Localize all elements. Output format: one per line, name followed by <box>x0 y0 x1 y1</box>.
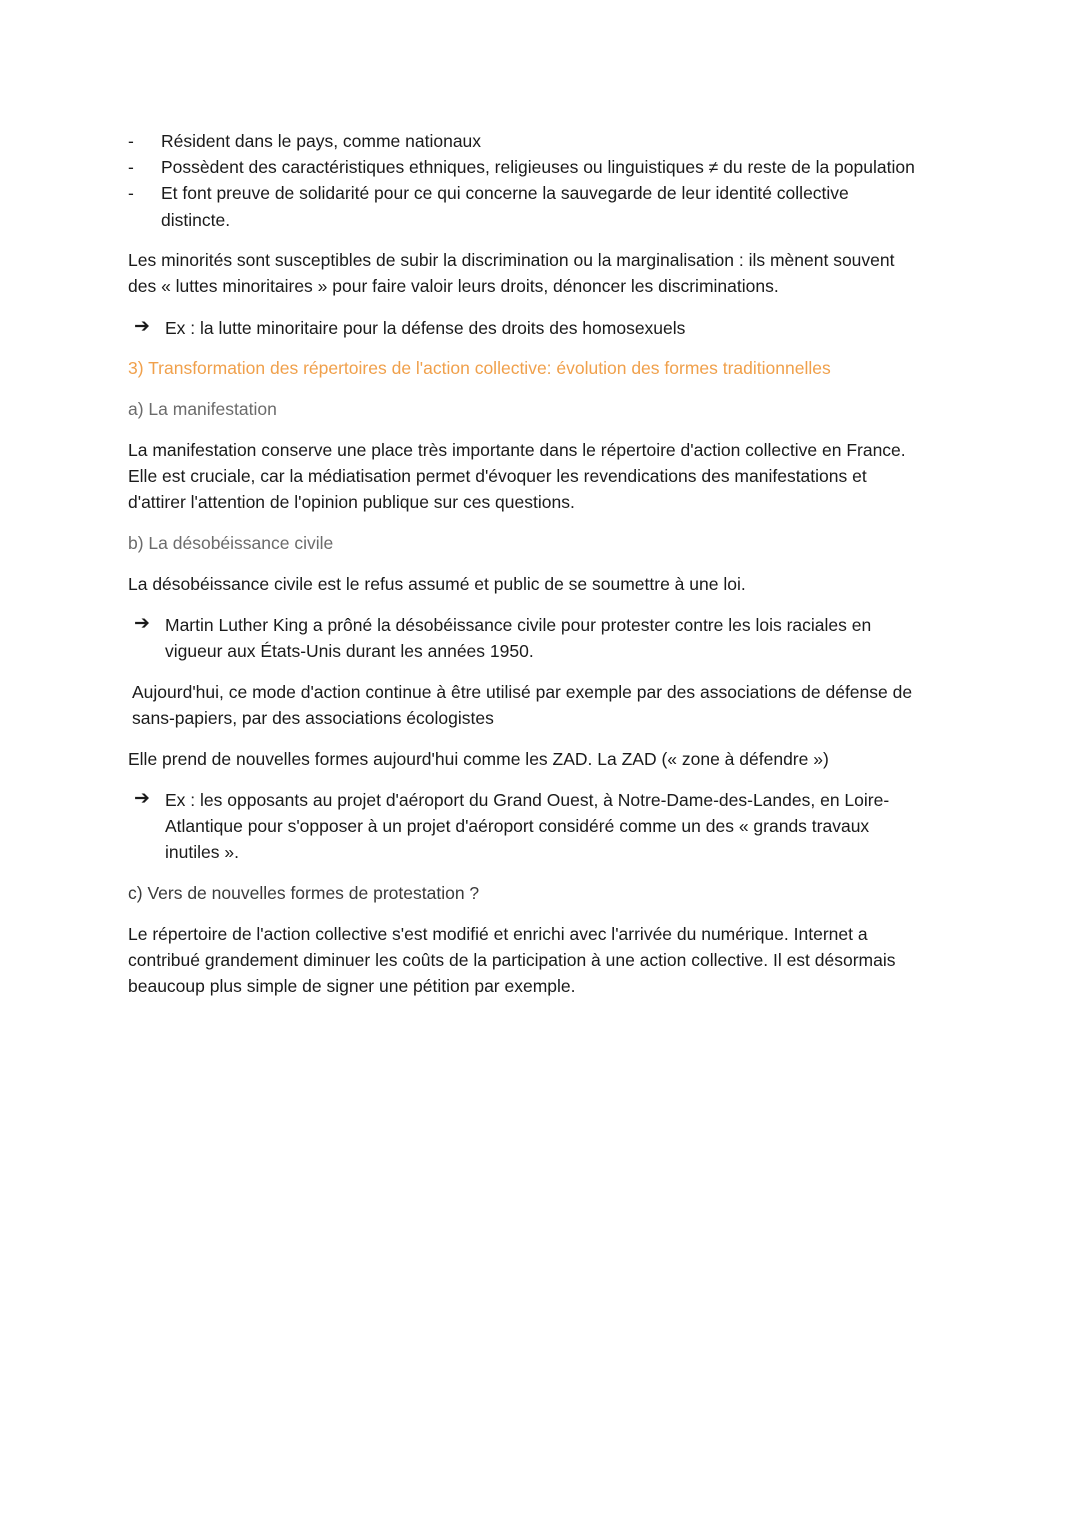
paragraph-line: des « luttes minoritaires » pour faire valoir leurs droits, dénoncer les discriminations. <box>128 276 779 296</box>
arrow-right-icon: ➔ <box>134 613 150 634</box>
bullet-dash: - <box>128 131 134 151</box>
paragraph-line: contribué grandement diminuer les coûts de la participation à une action collective. Il est désormais <box>128 950 896 970</box>
bullet-text: Et font preuve de solidarité pour ce qui concerne la sauvegarde de leur identité collective <box>161 183 849 203</box>
example-line: inutiles ». <box>165 842 239 862</box>
paragraph-line: d'attirer l'attention de l'opinion publique sur ces questions. <box>128 492 575 512</box>
paragraph-line: Les minorités sont susceptibles de subir la discrimination ou la marginalisation : ils mènent souvent <box>128 250 895 270</box>
paragraph-line: beaucoup plus simple de signer une pétition par exemple. <box>128 976 576 996</box>
arrow-right-icon: ➔ <box>134 316 150 337</box>
example-line: vigueur aux États-Unis durant les années 1950. <box>165 641 534 661</box>
paragraph-line: La manifestation conserve une place très importante dans le répertoire d'action collective en France. <box>128 440 906 460</box>
arrow-right-icon: ➔ <box>134 788 150 809</box>
paragraph-line: sans-papiers, par des associations écologistes <box>132 708 494 728</box>
example-line: Ex : la lutte minoritaire pour la défense des droits des homosexuels <box>165 318 686 338</box>
paragraph-line: Elle prend de nouvelles formes aujourd'hui comme les ZAD. La ZAD (« zone à défendre ») <box>128 749 829 769</box>
example-line: Ex : les opposants au projet d'aéroport du Grand Ouest, à Notre-Dame-des-Landes, en Loire- <box>165 790 890 810</box>
paragraph-line: Aujourd'hui, ce mode d'action continue à être utilisé par exemple par des associations de défense de <box>132 682 913 702</box>
subsection-heading: c) Vers de nouvelles formes de protestation ? <box>128 883 480 903</box>
paragraph-line: Elle est cruciale, car la médiatisation permet d'évoquer les revendications des manifestations et <box>128 466 867 486</box>
bullet-text: Résident dans le pays, comme nationaux <box>161 131 482 151</box>
paragraph-line: Le répertoire de l'action collective s'est modifié et enrichi avec l'arrivée du numérique. Internet a <box>128 924 868 944</box>
paragraph-line: La désobéissance civile est le refus assumé et public de se soumettre à une loi. <box>128 574 746 594</box>
example-line: Martin Luther King a prôné la désobéissance civile pour protester contre les lois raciales en <box>165 615 872 635</box>
subsection-heading: b) La désobéissance civile <box>128 533 334 553</box>
example-line: Atlantique pour s'opposer à un projet d'aéroport considéré comme un des « grands travaux <box>165 816 870 836</box>
bullet-dash: - <box>128 157 134 177</box>
bullet-text: distincte. <box>161 210 231 230</box>
section-heading: 3) Transformation des répertoires de l'action collective: évolution des formes traditionnelles <box>128 358 831 378</box>
bullet-text: Possèdent des caractéristiques ethniques, religieuses ou linguistiques ≠ du reste de la population <box>161 157 915 177</box>
bullet-dash: - <box>128 183 134 203</box>
subsection-heading: a) La manifestation <box>128 399 277 419</box>
